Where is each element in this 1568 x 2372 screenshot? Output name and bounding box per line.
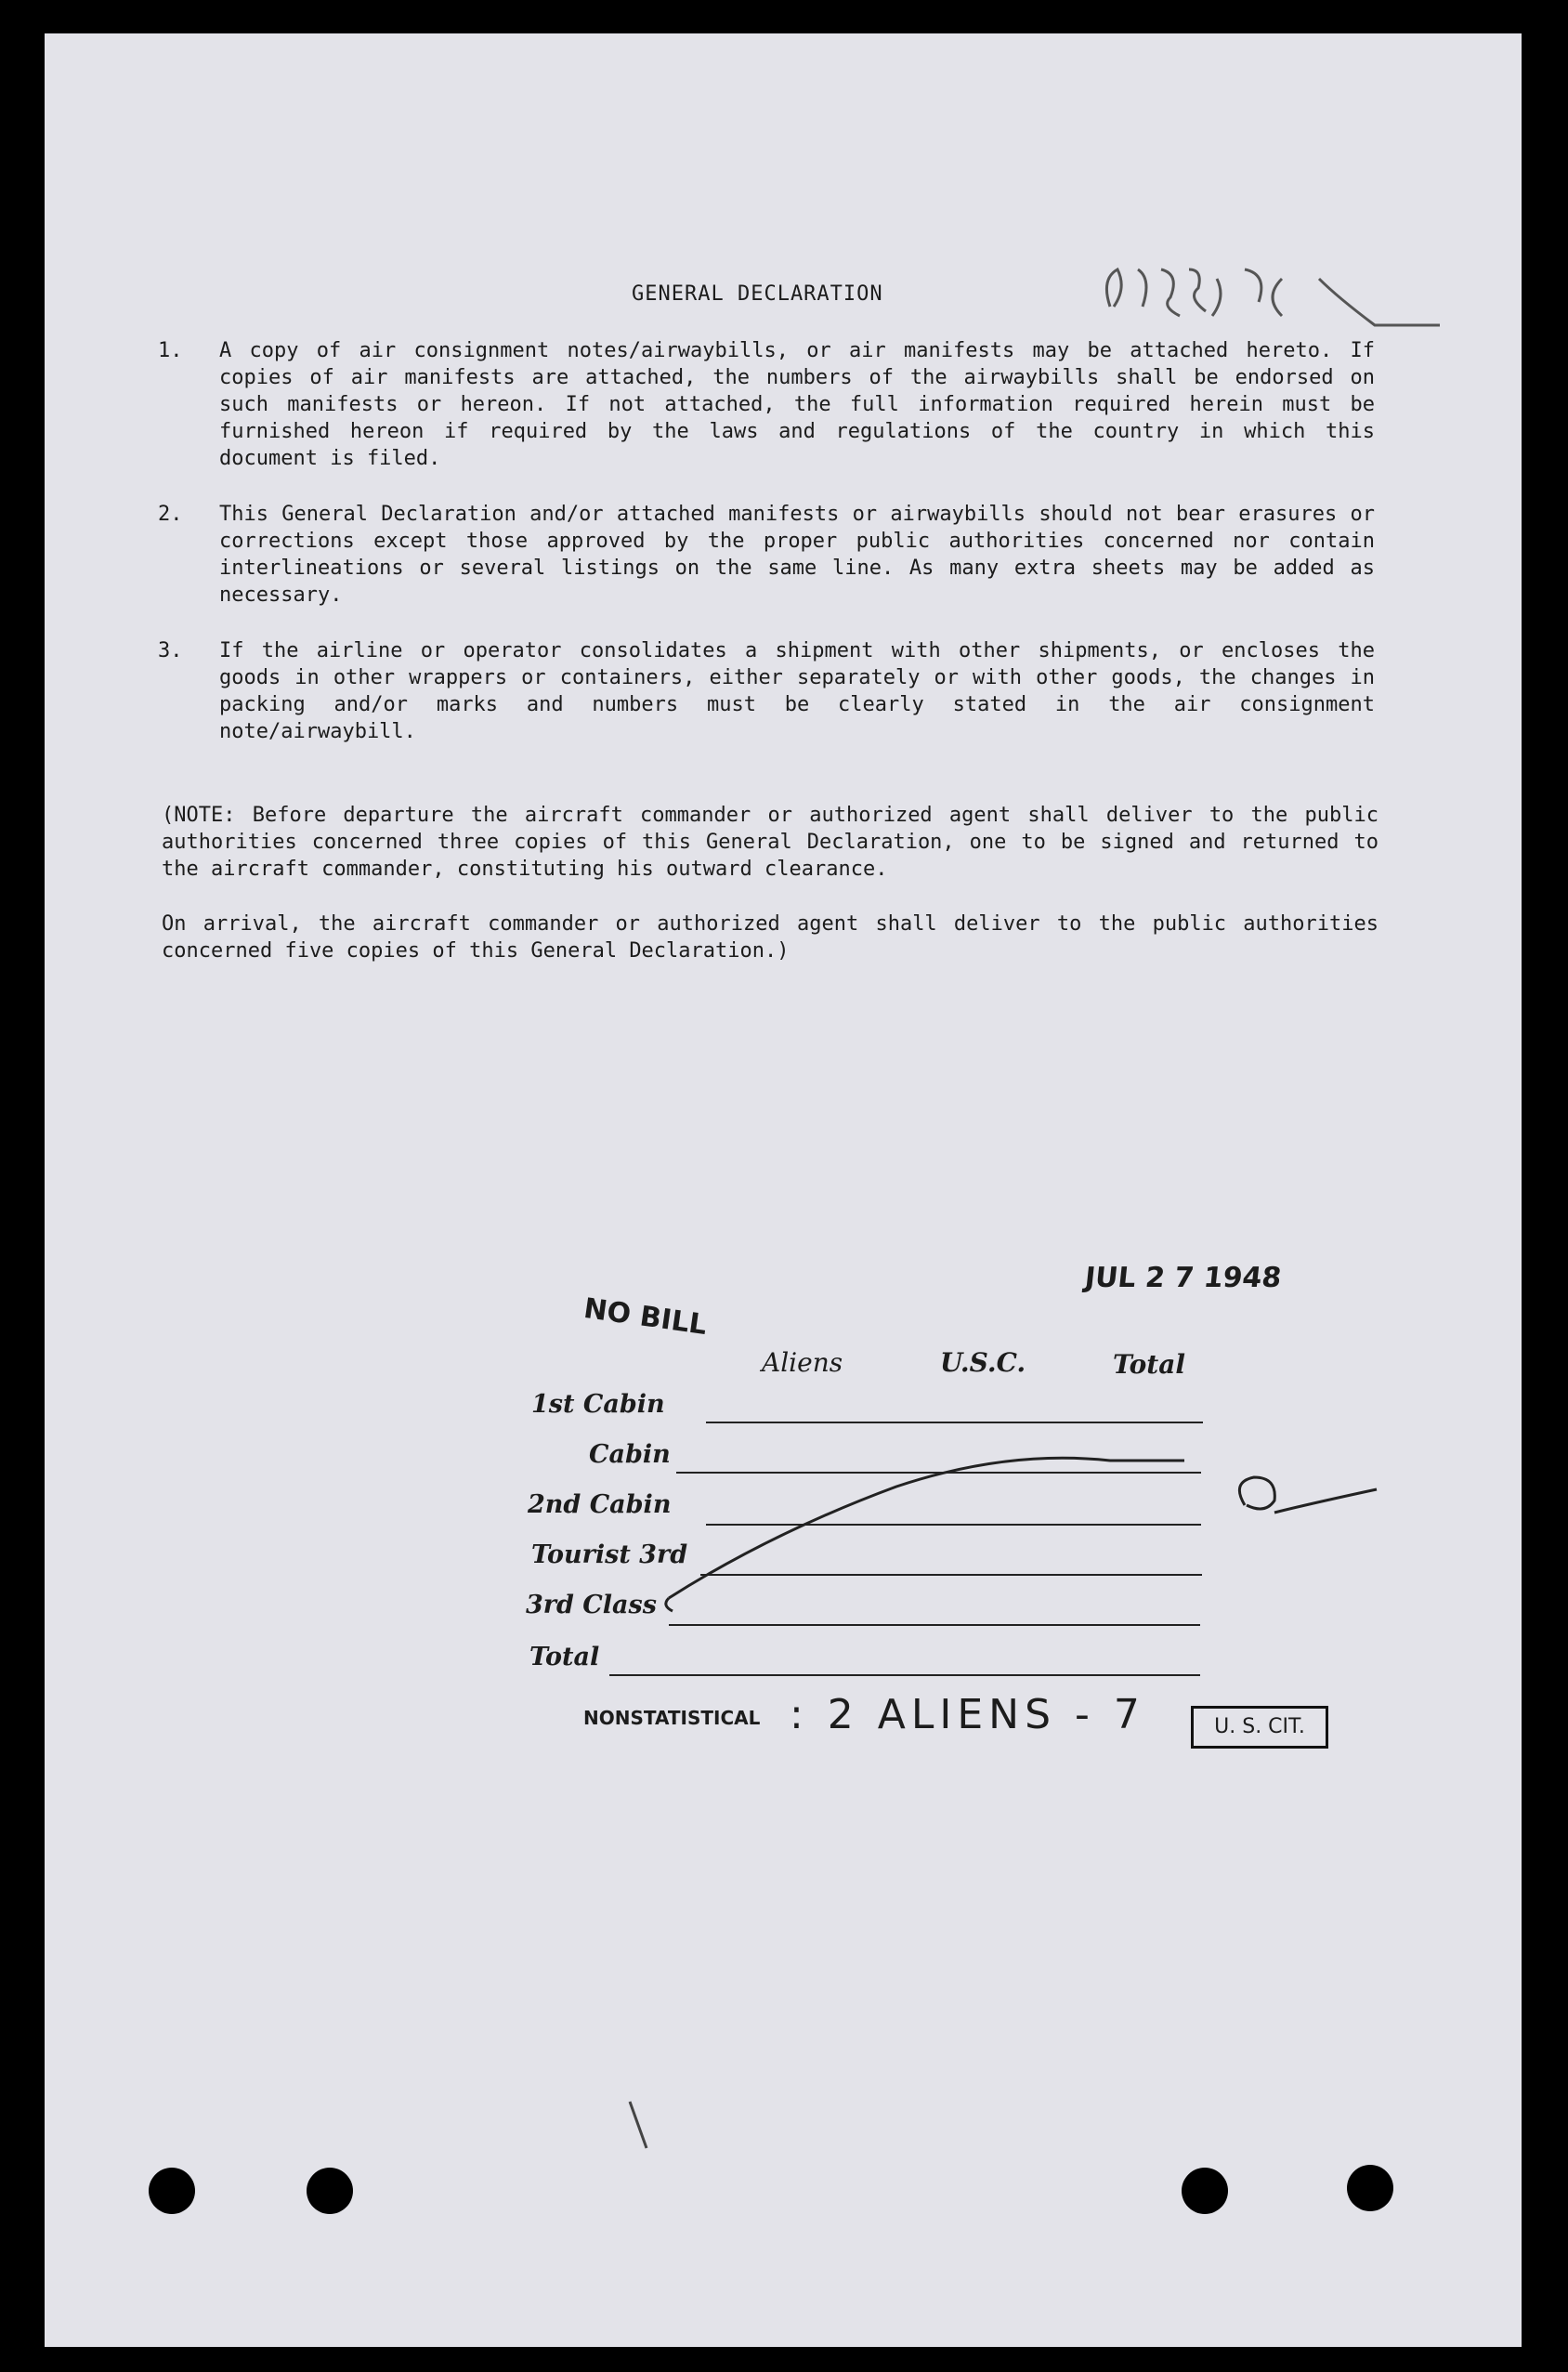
item-number: 1. (158, 339, 183, 362)
row-cabin: Cabin (589, 1440, 671, 1469)
entry-line (676, 1472, 1201, 1474)
row-2nd-cabin: 2nd Cabin (528, 1490, 672, 1519)
punch-hole (1182, 2168, 1228, 2214)
punch-hole (307, 2168, 353, 2214)
row-3rd-class: 3rd Class (526, 1591, 657, 1619)
item-text: If the airline or operator consolidates a shipment with other shipments, or encloses the goods in other wrappers or containers, either separately or with other goods, the changes in packing and/or marks and numbers must be clearly stated in the air consignment note/airwaybill. (219, 639, 1375, 743)
handwritten-entry: : 2 ALIENS - 7 (790, 1691, 1145, 1738)
column-aliens: Aliens (762, 1347, 843, 1378)
row-1st-cabin: 1st Cabin (531, 1390, 665, 1419)
column-usc: U.S.C. (940, 1347, 1026, 1378)
row-tourist-3rd: Tourist 3rd (531, 1540, 688, 1569)
us-cit-stamp: U. S. CIT. (1191, 1706, 1328, 1749)
item-text: A copy of air consignment notes/airwaybills, or air manifests may be attached hereto. If copies of air manifests are attached, the numbers of the airwaybills shall be endorsed on such manifests or hereon. If not attached, the full information required herein must be furnished hereon if required by the laws and regulations of the country in which this document is filed. (219, 339, 1375, 470)
item-text: This General Declaration and/or attached manifests or airwaybills should not bear erasures or corrections except those approved by the proper public authorities concerned nor contain interlineations or several listings on the same line. As many extra sheets may be added as necessary. (219, 503, 1375, 607)
row-total: Total (529, 1643, 600, 1671)
entry-line (706, 1524, 1201, 1526)
punch-hole (149, 2168, 195, 2214)
item-number: 2. (158, 503, 183, 526)
punch-hole (1347, 2165, 1393, 2211)
arrival-paragraph: On arrival, the aircraft commander or authorized agent shall deliver to the public authorities concerned five copies of this General Declaration.) (162, 912, 1379, 963)
document-title: GENERAL DECLARATION (632, 282, 883, 306)
entry-line (609, 1674, 1200, 1676)
item-number: 3. (158, 639, 183, 662)
note-paragraph: (NOTE: Before departure the aircraft commander or authorized agent shall deliver to the public authorities concerned three copies of this General Declaration, one to be signed and returned to the aircraft commander, constituting his outward clearance. (162, 804, 1379, 881)
nonstatistical-label: NONSTATISTICAL (583, 1707, 761, 1729)
entry-line (706, 1422, 1203, 1423)
entry-line (669, 1624, 1200, 1626)
column-total: Total (1113, 1349, 1186, 1380)
no-bill-stamp: NO BILL (581, 1291, 710, 1343)
date-stamp: JUL 2 7 1948 (1083, 1262, 1284, 1294)
entry-line (700, 1574, 1202, 1576)
